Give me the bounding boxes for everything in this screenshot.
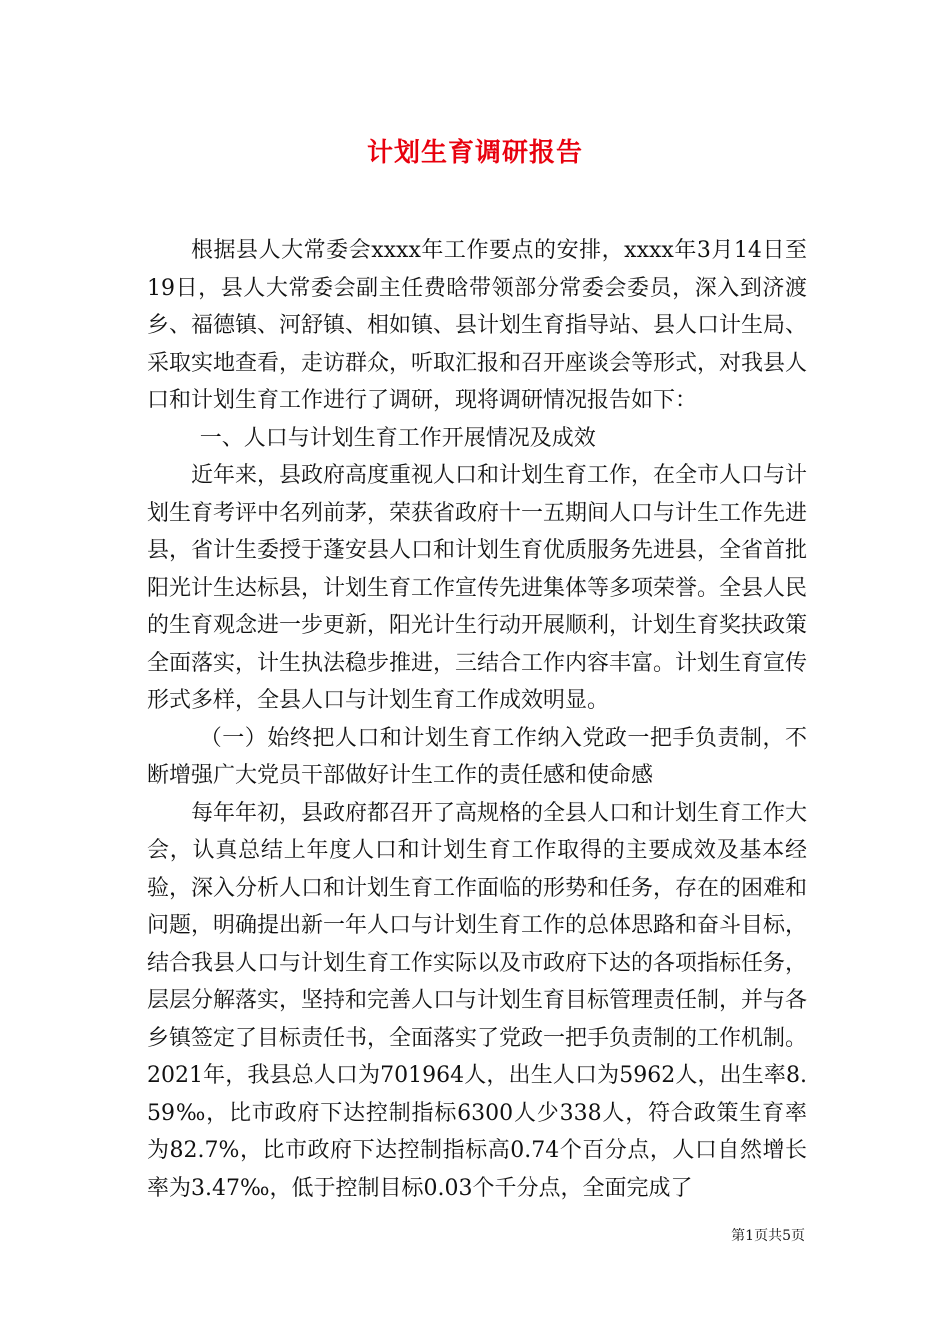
page-number-footer: 第1页共5页: [731, 1228, 805, 1244]
paragraph-overview: 近年来，县政府高度重视人口和计划生育工作，在全市人口与计划生育考评中名列前茅，荣获省政府十一五期间人口与计生工作先进县，省计生委授于蓬安县人口和计划生育优质服务先进县，全省首批阳光计生达标县，计划生育工作宣传先进集体等多项荣誉。全县人民的生育观念进一步更新，阳光计生行动开展顺利，计划生育奖扶政策全面落实，计生执法稳步推进，三结合工作内容丰富。计划生育宣传形式多样，全县人口与计划生育工作成效明显。: [147, 463, 808, 713]
document-body: [147, 232, 807, 1207]
paragraph-details: 每年年初，县政府都召开了高规格的全县人口和计划生育工作大会，认真总结上年度人口和计划生育工作取得的主要成效及基本经验，深入分析人口和计划生育工作面临的形势和任务，存在的困难和问题，明确提出新一年人口与计划生育工作的总体思路和奋斗目标，结合我县人口与计划生育工作实际以及市政府下达的各项指标任务，层层分解落实，坚持和完善人口与计划生育目标管理责任制，并与各乡镇签定了目标责任书，全面落实了党政一把手负责制的工作机制。2021年，我县总人口为701964人，出生人口为5962人，出生率8.59‰，比市政府下达控制指标6300人少338人，符合政策生育率为82.7%，比市政府下达控制指标高0.74个百分点，人口自然增长率为3.47‰，低于控制目标0.03个千分点，全面完成了: [147, 800, 808, 1201]
section-heading-1: 一、人口与计划生育工作开展情况及成效: [199, 425, 596, 451]
paragraph-intro: 根据县人大常委会xxxx年工作要点的安排，xxxx年3月14日至19日，县人大常委会副主任费晗带领部分常委会委员，深入到济渡乡、福德镇、河舒镇、相如镇、县计划生育指导站、县人口计生局、采取实地查看，走访群众，听取汇报和召开座谈会等形式，对我县人口和计划生育工作进行了调研，现将调研情况报告如下：: [147, 238, 808, 413]
subsection-heading-1: （一）始终把人口和计划生育工作纳入党政一把手负责制，不断增强广大党员干部做好计生工作的责任感和使命感: [147, 725, 807, 788]
document-title: 计划生育调研报告: [366, 138, 583, 168]
